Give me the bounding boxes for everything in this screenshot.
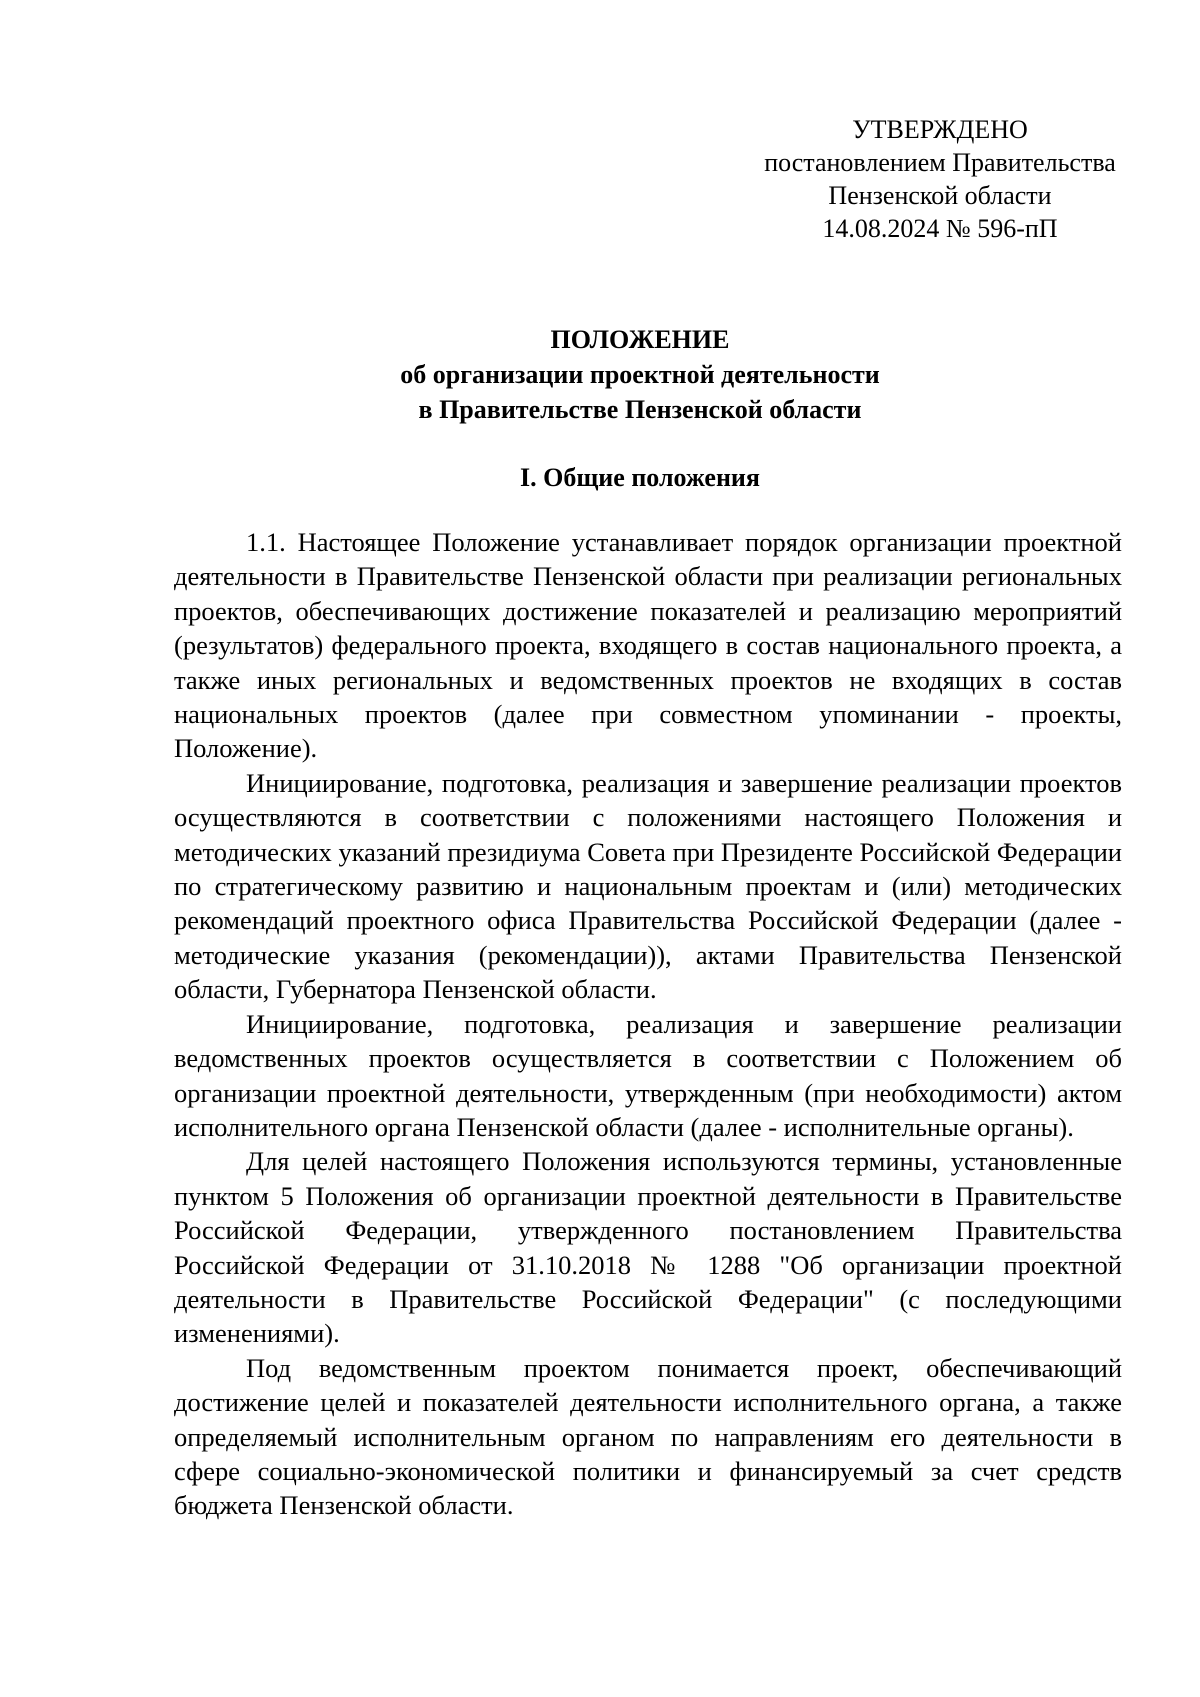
document-title-main: ПОЛОЖЕНИЕ [550,325,730,354]
paragraph-departmental-initiation: Инициирование, подготовка, реализация и завершение реализации ведомственных проектов осуществляется в соответствии с Положением об организации проектной деятельности, утвержденным (при необходимости) актом исполнительного органа Пензенской области (далее - исполнительные органы). [174,1008,1122,1142]
document-title [160,322,1120,427]
paragraph-departmental-project-definition: Под ведомственным проектом понимается проект, обеспечивающий достижение целей и показателей деятельности исполнительного органа, а также определяемый исполнительным органом по направлениям его деятельности в сфере социально-экономической политики и финансируемый за счет средств бюджета Пензенской области. [174,1352,1122,1521]
paragraph-initiation: Инициирование, подготовка, реализация и завершение реализации проектов осуществляются в соответствии с положениями настоящего Положения и методических указаний президиума Совета при Президенте Российской Федерации по стратегическому развитию и национальным проектам и (или) методических рекомендаций проектного офиса Правительства Российской Федерации (далее - методические указания (рекомендации)), актами Правительства Пензенской области, Губернатора Пензенской области. [174,767,1122,1005]
paragraph-terms: Для целей настоящего Положения используются термины, установленные пунктом 5 Положения об организации проектной деятельности в Правительстве Российской Федерации, утвержденного постановлением Правительства Российской Федерации от 31.10.2018 № 1288 "Об организации проектной деятельности в Правительстве Российской Федерации" (с последующими изменениями). [174,1146,1122,1349]
document-title-subject: об организации проектной деятельности [400,360,880,389]
approval-heading: УТВЕРЖДЕНО [852,115,1028,144]
approval-stamp-block [740,113,1140,245]
approval-authority: постановлением Правительства [764,148,1116,177]
approval-region: Пензенской области [828,181,1052,210]
approval-date-number: 14.08.2024 № 596-пП [822,214,1058,243]
section-heading: I. Общие положения [520,463,760,492]
paragraph-1-1: 1.1. Настоящее Положение устанавливает порядок организации проектной деятельности в Правительстве Пензенской области при реализации региональных проектов, обеспечивающих достижение показателей и реализацию мероприятий (результатов) федерального проекта, входящего в состав национального проекта, а также иных региональных и ведомственных проектов не входящих в состав национальных проектов (далее при совместном упоминании - проекты, Положение). [174,527,1122,764]
document-title-scope: в Правительстве Пензенской области [418,395,862,424]
document-body [174,525,1122,1523]
